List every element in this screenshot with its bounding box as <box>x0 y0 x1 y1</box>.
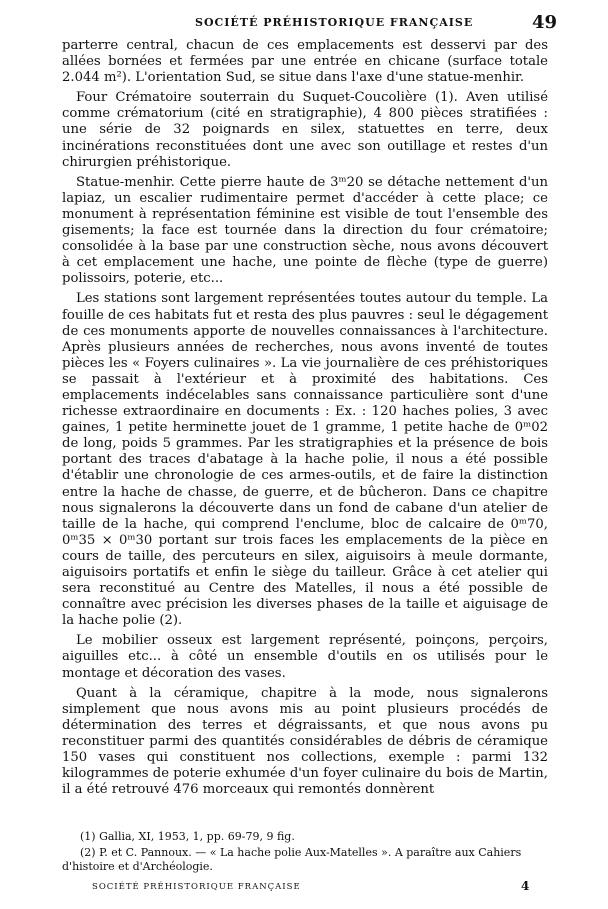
paragraph: Statue-menhir. Cette pierre haute de 3ᵐ20 se détache nettement d'un lapiaz, un escalier rudimentaire permet d'accéder à cette place; ce monument à représentation féminine est visible de tout l'ensemble des gisements; la face est tournée dans la direction du four crématoire; consolidée à la base par une construction sèche, nous avons découvert à cet emplacement une hache, une pointe de flèche (type de guerre) polissoirs, poterie, etc... <box>62 174 548 287</box>
footer-signature: SOCIÉTÉ PRÉHISTORIQUE FRANÇAISE <box>92 882 301 892</box>
paragraph: Four Crématoire souterrain du Suquet-Coucolière (1). Aven utilisé comme crématorium (cité en stratigraphie), 4 800 pièces stratifiées : une série de 32 poignards en silex, statuettes en terre, deux incinérations reconstituées dont une avec son outillage et restes d'un chirurgien préhistorique. <box>62 90 548 170</box>
paragraph: Les stations sont largement représentées toutes autour du temple. La fouille de ces habitats fut et resta des plus pauvres : seul le dégagement de ces monuments apporte de nouvelles connaissances à l'architecture. Après plusieurs années de recherches, nous avons inventé de toutes pièces les « Foyers culinaires ». La vie journalière de ces préhistoriques se passait à l'extérieur et à proximité des habitations. Ces emplacements indécelables sans connaissance particulière sont d'une richesse extraordinaire en documents : Ex. : 120 haches polies, 3 avec gaines, 1 petite herminette jouet de 1 gramme, 1 petite hache de 0ᵐ02 de long, poids 5 grammes. Par les stratigraphies et la présence de bois portant des traces d'abatage à la hache polie, il nous a été possible d'établir une chronologie de ces armes-outils, et de faire la distinction entre la hache de chasse, de guerre, et de bûcheron. Dans ce chapitre nous signalerons la découverte dans un fond de cabane d'un atelier de taille de la hache, qui comprend l'enclume, bloc de calcaire de 0ᵐ70, 0ᵐ35 × 0ᵐ30 portant sur trois faces les emplacements de la pièce en cours de taille, des percuteurs en silex, aiguisoirs à meule dormante, aiguisoirs portatifs et enfin le siège du tailleur. Grâce à cet atelier qui sera reconstitué au Centre des Matelles, il nous a été possible de connaître avec précision les diverses phases de la taille et aiguisage de la hache polie (2). <box>62 291 548 629</box>
page-number: 49 <box>532 12 558 33</box>
paragraph: Quant à la céramique, chapitre à la mode, nous signalerons simplement que nous avons mis au point plusieurs procédés de détermination des terres et dégraissants, et que nous avons pu reconstituer parmi des quantités considérables de débris de céramique 150 vases qui constituent nos collections, exemple : parmi 132 kilogrammes de poterie exhumée d'un foyer culinaire du bois de Martin, il a été retrouvé 476 morceaux qui remontés donnèrent <box>62 685 548 798</box>
paragraph: Le mobilier osseux est largement représenté, poinçons, perçoirs, aiguilles etc... à côté un ensemble d'outils en os utilisés pour le montage et décoration des vases. <box>62 633 548 681</box>
paragraph: parterre central, chacun de ces emplacements est desservi par des allées bornées et fermées par une entrée en chicane (surface totale 2.044 m²). L'orientation Sud, se situe dans l'axe d'une statue-menhir. <box>62 38 548 86</box>
sheet-number: 4 <box>521 879 530 893</box>
running-title: SOCIÉTÉ PRÉHISTORIQUE FRANÇAISE <box>195 16 474 29</box>
footnote: (1) Gallia, XI, 1953, 1, pp. 69-79, 9 fig. <box>80 830 295 843</box>
body-text <box>62 38 548 800</box>
footnote: (2) P. et C. Pannoux. — « La hache polie Aux-Matelles ». A paraître aux Cahiers d'histoire et d'Archéologie. <box>62 846 522 873</box>
footnotes <box>62 830 548 876</box>
